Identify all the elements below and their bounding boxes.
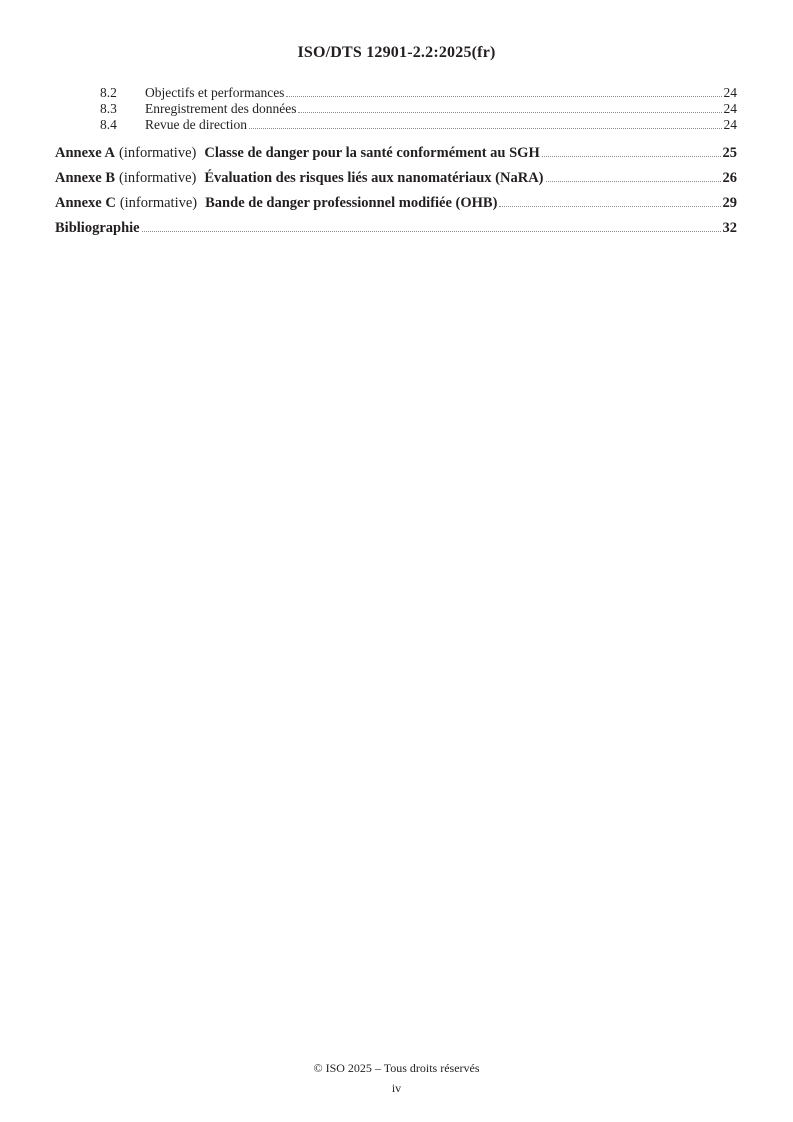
- toc-entry-number: 8.2: [100, 85, 117, 100]
- dot-leader: [542, 156, 721, 157]
- toc-entry-title: Bande de danger professionnel modifiée (OHB): [205, 195, 498, 211]
- toc-entry-page: 24: [723, 85, 737, 100]
- annex-qualifier: (informative): [119, 145, 197, 161]
- dot-leader: [249, 128, 722, 129]
- toc-entry-page: 26: [722, 170, 737, 186]
- toc-entry-title: Classe de danger pour la santé conformément au SGH: [204, 145, 540, 161]
- toc-entry-title: Enregistrement des données: [145, 101, 297, 116]
- page-footer: [0, 1058, 793, 1098]
- annex-qualifier: (informative): [119, 170, 197, 186]
- table-of-contents: [55, 85, 737, 237]
- toc-entry-page: 24: [723, 101, 737, 116]
- toc-entry-page: 29: [722, 195, 737, 211]
- toc-entry-annex-b[interactable]: [55, 169, 737, 187]
- toc-entry-number: 8.3: [100, 101, 117, 116]
- toc-entry-number: 8.4: [100, 117, 117, 132]
- annex-label: Annexe B: [55, 170, 116, 186]
- dot-leader: [546, 181, 721, 182]
- toc-entry-title: Objectifs et performances: [145, 85, 285, 100]
- toc-entry-8-4[interactable]: [55, 117, 737, 133]
- toc-entry-title: Bibliographie: [55, 220, 140, 236]
- dot-leader: [142, 231, 721, 232]
- toc-entry-8-3[interactable]: [55, 101, 737, 117]
- toc-entry-bibliographie[interactable]: [55, 219, 737, 237]
- toc-entry-title: Revue de direction: [145, 117, 247, 132]
- dot-leader: [499, 206, 720, 207]
- toc-entry-title: Évaluation des risques liés aux nanomatériaux (NaRA): [204, 170, 544, 186]
- annex-qualifier: (informative): [119, 195, 198, 211]
- toc-entry-page: 24: [723, 117, 737, 132]
- document-header-title: ISO/DTS 12901-2.2:2025(fr): [297, 44, 496, 61]
- annex-label: Annexe A: [55, 145, 116, 161]
- annex-label: Annexe C: [55, 195, 116, 211]
- dot-leader: [298, 112, 721, 113]
- toc-entry-annex-c[interactable]: [55, 194, 737, 212]
- toc-entry-8-2[interactable]: [55, 85, 737, 101]
- toc-entry-page: 32: [722, 220, 737, 236]
- folio-page-number: iv: [391, 1081, 402, 1095]
- toc-entry-page: 25: [722, 145, 737, 161]
- dot-leader: [286, 96, 721, 97]
- toc-entry-annex-a[interactable]: [55, 144, 737, 162]
- copyright-notice: © ISO 2025 – Tous droits réservés: [313, 1061, 480, 1075]
